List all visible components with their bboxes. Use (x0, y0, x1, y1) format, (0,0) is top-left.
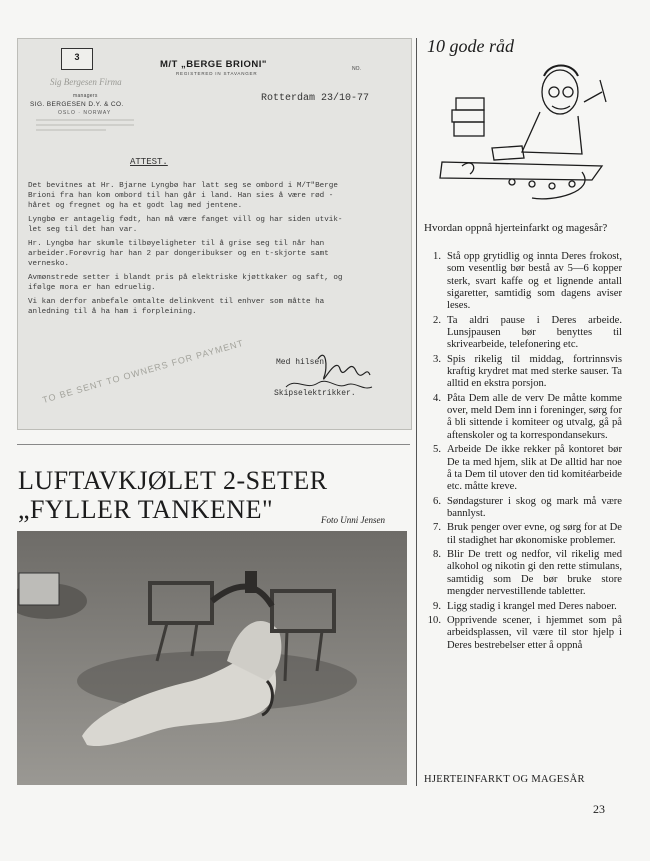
managers-label: managers (73, 93, 98, 99)
letter-body (28, 181, 408, 321)
tips-title: 10 gode råd (427, 36, 514, 56)
item-number: 7. (433, 522, 441, 534)
letter-paragraph: Hr. Lyngbø har skumle tilbøyeligheter til å grise seg til når han arbeider.Forøvrig har han 2 par dongeribukser og en t-skjorte samt vernesko. (28, 240, 329, 268)
page-number: 23 (593, 802, 605, 816)
list-item (424, 315, 622, 352)
item-number: 8. (433, 549, 441, 561)
payment-stamp: TO BE SENT TO OWNERS FOR PAYMENT (41, 337, 245, 405)
section-divider (17, 444, 410, 445)
fine-print-line (36, 119, 134, 121)
list-item (424, 549, 622, 598)
item-number: 4. (433, 392, 441, 404)
stressed-man-cartoon (432, 62, 612, 212)
ship-name: M/T „BERGE BRIONI" (160, 59, 267, 70)
headline-line: „FYLLER TANKENE" (18, 495, 274, 524)
list-item (424, 601, 622, 613)
list-item (424, 354, 622, 391)
item-text: Bruk penger over evne, og sørg for at De til stadighet har økonomiske problemer. (447, 522, 622, 546)
item-number: 3. (433, 353, 441, 365)
letter-date: Rotterdam 23/10-77 (261, 93, 370, 104)
article-headline (18, 466, 328, 524)
number-label: NO. (352, 66, 361, 72)
company-flag (61, 48, 93, 70)
item-text: Påta Dem alle de verv De måtte komme over, meld Dem inn i foreninger, sørg for å bli sittende i komiteer og utvalg, gå på aftenskoler og ta korrespondansekurs. (447, 392, 622, 441)
item-number: 9. (433, 600, 441, 612)
item-number: 1. (433, 251, 441, 262)
list-item (424, 522, 622, 547)
letter-paragraph: Det bevitnes at Hr. Bjarne Lyngbø har latt seg se ombord i M/T"Berge Brioni fra han kom ombord til han går i land. Han sies å være rød - håret og fregnet og ha et godt lag med jentene. (28, 182, 338, 210)
item-text: Stå opp grytidlig og innta Deres frokost, som vesentlig bør bestå av 5—6 kopper sterk, svart kaffe og et lignende antall sigaretter, samtidig som dagens aviser leses. (447, 251, 622, 312)
column-divider (416, 38, 417, 786)
item-text: Ligg stadig i krangel med Deres naboer. (447, 600, 617, 612)
agent-name: SIG. BERGESEN D.Y. & CO. (30, 101, 124, 108)
item-number: 2. (433, 314, 441, 326)
item-number: 10. (427, 615, 441, 626)
letter-signoff: Med hilsen (276, 358, 325, 367)
letter-heading: ATTEST. (130, 157, 168, 167)
letter-paragraph: Lyngbø er antagelig født, han må være fanget vill og har siden utvik- let seg til det han var. (28, 216, 343, 234)
fine-print-line (36, 129, 106, 131)
tips-intro: Hvordan oppnå hjerteinfarkt og magesår? (424, 222, 608, 234)
company-script-logo: Sig Bergesen Firma (50, 77, 122, 87)
letter-paragraph: Vi kan derfor anbefale omtalte delinkvent til enhver som måtte ha anledning til å ha ham i forpleining. (28, 298, 325, 316)
list-item (424, 615, 622, 652)
flag-number: 3 (74, 52, 80, 62)
item-text: Søndagsturer i skog og mark må være bannlyst. (447, 495, 622, 519)
agent-place: OSLO · NORWAY (58, 110, 112, 116)
letter-paragraph: Avmønstrede setter i blandt pris på elektriske kjøttkaker og saft, og ifølge mora er han edruelig. (28, 274, 343, 292)
photo-credit: Foto Unni Jensen (321, 515, 385, 525)
item-number: 5. (433, 444, 441, 456)
item-number: 6. (433, 495, 441, 507)
list-item (424, 393, 622, 442)
camel-photo (17, 531, 407, 785)
list-item (424, 444, 622, 493)
list-item (424, 496, 622, 521)
tips-list (424, 251, 622, 654)
signer-title: Skipselektrikker. (274, 389, 356, 398)
fine-print-line (36, 124, 134, 126)
headline-line: LUFTAVKJØLET 2-SETER (18, 466, 328, 495)
list-item (424, 251, 622, 312)
item-text: Spis rikelig til middag, fortrinnsvis kraftig krydret mat med sterke sauser. Ta alltid en ekstra porsjon. (447, 353, 622, 390)
item-text: Arbeide De ikke rekker på kontoret bør De ta med hjem, slik at De alltid har noe å ta Dem til utover den tid komitéarbeide etc. måtte kreve. (447, 444, 622, 493)
ship-registered: REGISTERED IN STAVANGER (176, 71, 258, 76)
certificate-letter (17, 38, 412, 430)
item-text: Opprivende scener, i hjemmet som på arbeidsplassen, vil være til stor hjelp i Deres bestrebelser etter å oppnå (447, 615, 622, 651)
tips-closing: HJERTEINFARKT OG MAGESÅR (424, 774, 585, 785)
item-text: Ta aldri pause i Deres arbeide. Lunsjpausen bør benyttes til skrivearbeide, telefonering etc. (447, 314, 622, 351)
item-text: Blir De trett og nedfor, vil rikelig med alkohol og nikotin gi den rette stimulans, samtidig som De bør bruke store mengder nervestillende tabletter. (447, 549, 622, 598)
